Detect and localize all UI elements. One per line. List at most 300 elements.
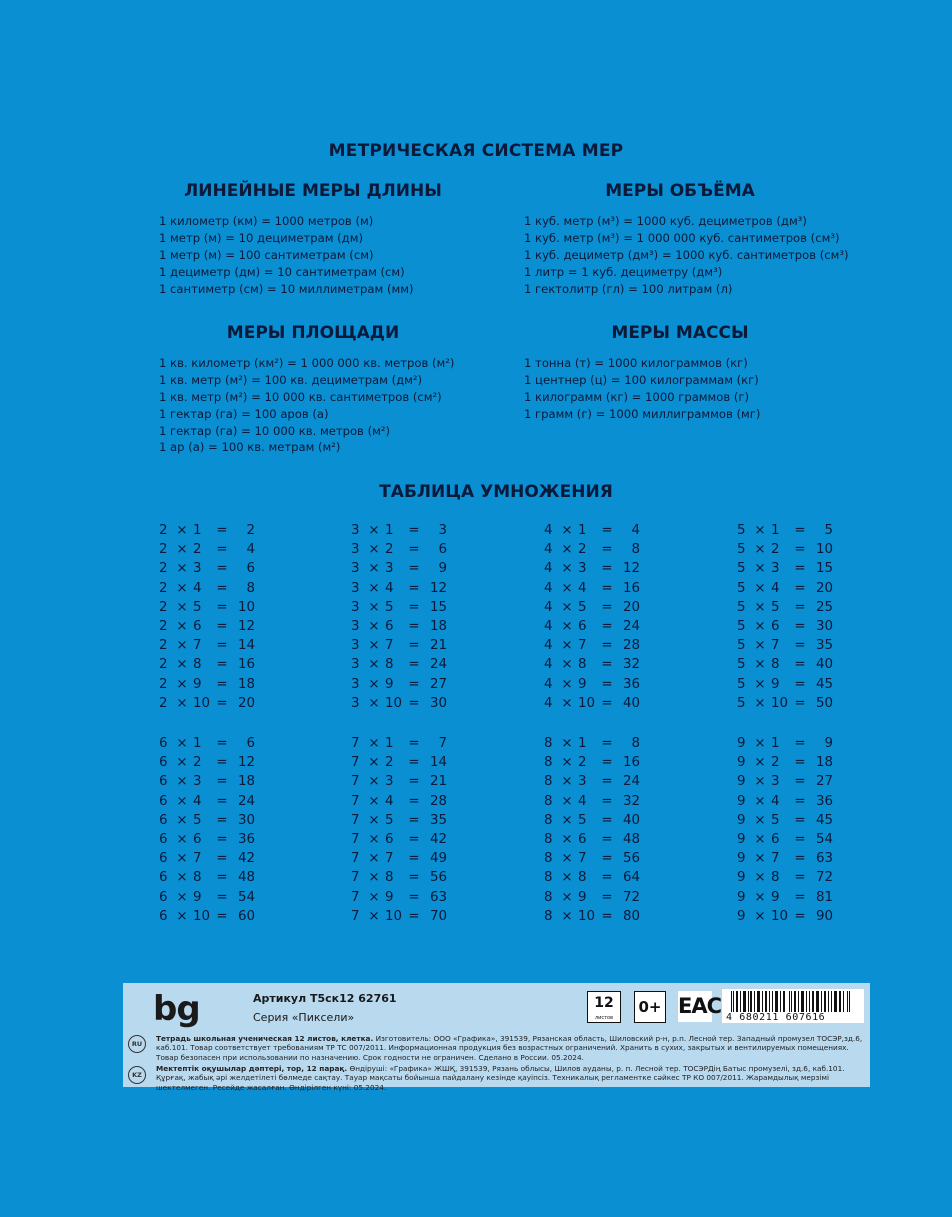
product: 16 xyxy=(237,657,255,673)
multiplicand: 5 xyxy=(737,638,746,654)
product: 35 xyxy=(815,638,833,654)
equals-sign: = xyxy=(216,755,228,771)
multiplicand: 3 xyxy=(351,561,360,577)
multiplier: 4 xyxy=(385,580,394,596)
multiplicand: 9 xyxy=(737,870,746,886)
product: 40 xyxy=(622,695,640,711)
equals-sign: = xyxy=(794,851,806,867)
multiplier: 3 xyxy=(385,774,394,790)
times-sign: × xyxy=(368,908,380,924)
multiplicand: 7 xyxy=(351,793,360,809)
times-sign: × xyxy=(176,755,188,771)
equals-sign: = xyxy=(408,676,420,692)
product: 6 xyxy=(438,542,447,558)
kz-info-body: Өндіруші: «Графика» ЖШҚ, 391539, Рязань облысы, Шилов ауданы, р. п. Лесной тер. ТОСЭРДің Батыс промузелі, зд.6, каб.101. Құрғақ, жабық әрі желдетілеті бөлмеде сақтау. Тауар мақсаты бойынша пайдалану кезінде қауіпсіз. Техникалық регламентке сәйкес ТР КО 007/2011. Жарамдылық мерзімі шектелмеген. Ресейде жасалған. Өндірілген күні: 05.2024. xyxy=(156,1064,845,1092)
equals-sign: = xyxy=(216,774,228,790)
product: 10 xyxy=(237,599,255,615)
product: 8 xyxy=(631,736,640,751)
multiplier: 6 xyxy=(578,831,587,847)
multiplier: 3 xyxy=(578,561,587,577)
product: 4 xyxy=(631,523,640,538)
equals-sign: = xyxy=(216,870,228,886)
times-sign: × xyxy=(561,618,573,634)
times-sign: × xyxy=(368,736,380,751)
footer-panel xyxy=(123,983,870,1092)
product: 24 xyxy=(429,657,447,673)
equals-sign: = xyxy=(794,812,806,828)
product: 15 xyxy=(429,599,447,615)
multiplier: 8 xyxy=(193,870,202,886)
multiplier: 5 xyxy=(771,599,780,615)
multiplier: 6 xyxy=(193,831,202,847)
multiplicand: 9 xyxy=(737,736,746,751)
multiplicand: 4 xyxy=(544,638,553,654)
equals-sign: = xyxy=(408,618,420,634)
times-sign: × xyxy=(561,851,573,867)
multiplier: 2 xyxy=(385,755,394,771)
product: 18 xyxy=(237,774,255,790)
length-heading: ЛИНЕЙНЫЕ МЕРЫ ДЛИНЫ xyxy=(184,181,442,201)
product: 16 xyxy=(622,580,640,596)
equals-sign: = xyxy=(216,657,228,673)
multiplicand: 3 xyxy=(351,523,360,538)
times-sign: × xyxy=(368,831,380,847)
product: 2 xyxy=(246,523,255,538)
ru-info-title: Тетрадь школьная ученическая 12 листов, клетка. xyxy=(156,1034,374,1043)
equals-sign: = xyxy=(408,870,420,886)
equals-sign: = xyxy=(794,831,806,847)
equals-sign: = xyxy=(408,638,420,654)
multiplicand: 2 xyxy=(159,561,168,577)
equals-sign: = xyxy=(601,851,613,867)
multiplier: 8 xyxy=(578,657,587,673)
multiplicand: 5 xyxy=(737,580,746,596)
volume-line: 1 гектолитр (гл) = 100 литрам (л) xyxy=(524,281,733,296)
multiplier: 1 xyxy=(578,736,587,751)
multiplier: 3 xyxy=(193,774,202,790)
multiplicand: 6 xyxy=(159,812,168,828)
area-line: 1 гектар (га) = 100 аров (а) xyxy=(159,406,329,421)
equals-sign: = xyxy=(794,736,806,751)
times-sign: × xyxy=(754,755,766,771)
multiplicand: 4 xyxy=(544,580,553,596)
multiplier: 5 xyxy=(193,812,202,828)
multiplier: 4 xyxy=(771,793,780,809)
times-sign: × xyxy=(561,695,573,711)
multiplier: 3 xyxy=(385,561,394,577)
length-line: 1 метр (м) = 10 дециметрам (дм) xyxy=(159,230,363,245)
equals-sign: = xyxy=(216,812,228,828)
times-sign: × xyxy=(368,812,380,828)
eac-mark-icon: EAC xyxy=(678,991,712,1022)
times-sign: × xyxy=(561,542,573,558)
multiplicand: 2 xyxy=(159,599,168,615)
multiplicand: 3 xyxy=(351,676,360,692)
equals-sign: = xyxy=(216,793,228,809)
product: 48 xyxy=(237,870,255,886)
product: 42 xyxy=(237,851,255,867)
times-sign: × xyxy=(176,657,188,673)
equals-sign: = xyxy=(601,889,613,905)
equals-sign: = xyxy=(216,542,228,558)
mass-line: 1 тонна (т) = 1000 килограммов (кг) xyxy=(524,356,748,370)
times-sign: × xyxy=(368,774,380,790)
equals-sign: = xyxy=(216,851,228,867)
multiplier: 6 xyxy=(385,618,394,634)
times-sign: × xyxy=(368,851,380,867)
equals-sign: = xyxy=(216,523,228,538)
multiplicand: 7 xyxy=(351,736,360,751)
series-name: Серия «Пиксели» xyxy=(253,1011,355,1024)
times-sign: × xyxy=(176,618,188,634)
kz-info-title: Мектептік оқушылар дәптері, тор, 12 парақ. xyxy=(156,1064,348,1073)
times-sign: × xyxy=(754,774,766,790)
multiplier: 10 xyxy=(193,908,211,924)
multiplier: 3 xyxy=(578,774,587,790)
area-heading: МЕРЫ ПЛОЩАДИ xyxy=(226,323,400,343)
multiplier: 5 xyxy=(385,599,394,615)
times-sign: × xyxy=(754,695,766,711)
multiplicand: 5 xyxy=(737,676,746,692)
volume-list xyxy=(524,213,849,297)
multiplicand: 5 xyxy=(737,523,746,538)
multiplicand: 2 xyxy=(159,657,168,673)
multiplier: 2 xyxy=(771,755,780,771)
equals-sign: = xyxy=(601,736,613,751)
multiplier: 10 xyxy=(578,695,596,711)
mass-list xyxy=(524,355,760,423)
multiplier: 2 xyxy=(578,542,587,558)
multiplier: 7 xyxy=(385,638,394,654)
equals-sign: = xyxy=(601,542,613,558)
equals-sign: = xyxy=(601,580,613,596)
product: 18 xyxy=(429,618,447,634)
multiplicand: 4 xyxy=(544,618,553,634)
times-sign: × xyxy=(754,812,766,828)
multiplicand: 6 xyxy=(159,774,168,790)
multiplier: 10 xyxy=(771,695,789,711)
equals-sign: = xyxy=(408,695,420,711)
times-sign: × xyxy=(561,755,573,771)
times-sign: × xyxy=(561,889,573,905)
product: 9 xyxy=(824,736,833,751)
sheets-label: листов xyxy=(594,1015,614,1021)
multiplier: 6 xyxy=(771,618,780,634)
multiplier: 2 xyxy=(193,542,202,558)
equals-sign: = xyxy=(216,638,228,654)
product: 7 xyxy=(438,736,447,751)
multiplier: 4 xyxy=(385,793,394,809)
times-sign: × xyxy=(754,657,766,673)
times-sign: × xyxy=(561,523,573,538)
multiplicand: 7 xyxy=(351,831,360,847)
multiplier: 4 xyxy=(578,793,587,809)
equals-sign: = xyxy=(794,618,806,634)
multiplicand: 6 xyxy=(159,870,168,886)
multiplicand: 6 xyxy=(159,908,168,924)
area-line: 1 кв. километр (км²) = 1 000 000 кв. метров (м²) xyxy=(159,356,455,370)
multiplicand: 4 xyxy=(544,676,553,692)
equals-sign: = xyxy=(601,908,613,924)
multiplicand: 4 xyxy=(544,657,553,673)
multiplicand: 8 xyxy=(544,831,553,847)
multiplicand: 8 xyxy=(544,870,553,886)
product: 18 xyxy=(237,676,255,692)
multiplier: 1 xyxy=(193,736,202,751)
multiplier: 9 xyxy=(385,889,394,905)
product: 36 xyxy=(622,676,640,692)
equals-sign: = xyxy=(216,831,228,847)
multiplicand: 7 xyxy=(351,870,360,886)
equals-sign: = xyxy=(408,812,420,828)
equals-sign: = xyxy=(794,908,806,924)
multiplicand: 9 xyxy=(737,774,746,790)
product: 3 xyxy=(438,523,447,538)
times-sign: × xyxy=(754,638,766,654)
mass-line: 1 килограмм (кг) = 1000 граммов (г) xyxy=(524,389,750,404)
page-title: МЕТРИЧЕСКАЯ СИСТЕМА МЕР xyxy=(328,141,624,161)
times-sign: × xyxy=(561,580,573,596)
kz-language-badge: KZ xyxy=(128,1066,146,1084)
times-sign: × xyxy=(561,657,573,673)
multiplier: 2 xyxy=(771,542,780,558)
times-sign: × xyxy=(561,676,573,692)
times-sign: × xyxy=(176,736,188,751)
equals-sign: = xyxy=(601,676,613,692)
equals-sign: = xyxy=(794,561,806,577)
equals-sign: = xyxy=(408,774,420,790)
equals-sign: = xyxy=(408,580,420,596)
times-sign: × xyxy=(561,831,573,847)
times-sign: × xyxy=(176,542,188,558)
times-sign: × xyxy=(176,599,188,615)
multiplicand: 3 xyxy=(351,580,360,596)
length-line: 1 метр (м) = 100 сантиметрам (см) xyxy=(159,247,374,262)
length-line: 1 километр (км) = 1000 метров (м) xyxy=(159,214,374,228)
multiplicand: 2 xyxy=(159,580,168,596)
multiplicand: 6 xyxy=(159,755,168,771)
product: 42 xyxy=(429,831,447,847)
ru-info-body: Изготовитель: ООО «Графика», 391539, Рязанская область, Шиловский р-н, р.п. Лесной тер. Западный промузел ТОСЭР,зд.6, каб.101. Товар соответствует требованиям ТР ТС 007/2011. Информационная продукция без возрастных ограничений. Хранить в сухих, закрытых и вентилируемых помещениях. Товар безопасен при использовании по назначению. Срок годности не ограничен. Сделано в России. 05.2024. xyxy=(156,1034,863,1062)
equals-sign: = xyxy=(408,831,420,847)
multiplier: 9 xyxy=(771,889,780,905)
multiplier: 9 xyxy=(193,676,202,692)
length-line: 1 дециметр (дм) = 10 сантиметрам (см) xyxy=(159,264,405,279)
multiplier: 5 xyxy=(578,812,587,828)
product: 40 xyxy=(622,812,640,828)
multiplicand: 5 xyxy=(737,542,746,558)
multiplicand: 2 xyxy=(159,618,168,634)
area-line: 1 гектар (га) = 10 000 кв. метров (м²) xyxy=(159,423,391,438)
times-sign: × xyxy=(368,599,380,615)
multiplicand: 9 xyxy=(737,908,746,924)
equals-sign: = xyxy=(408,523,420,538)
equals-sign: = xyxy=(408,657,420,673)
product: 72 xyxy=(622,889,640,905)
multiplier: 4 xyxy=(193,793,202,809)
multiplier: 7 xyxy=(578,638,587,654)
multiplicand: 7 xyxy=(351,889,360,905)
product: 20 xyxy=(622,599,640,615)
multiplier: 9 xyxy=(578,889,587,905)
multiplicand: 7 xyxy=(351,755,360,771)
times-sign: × xyxy=(368,755,380,771)
product: 21 xyxy=(429,638,447,654)
multiplicand: 8 xyxy=(544,755,553,771)
product: 4 xyxy=(246,542,255,558)
equals-sign: = xyxy=(216,618,228,634)
mass-line: 1 грамм (г) = 1000 миллиграммов (мг) xyxy=(524,406,761,421)
product: 32 xyxy=(622,793,640,809)
product: 45 xyxy=(815,676,833,692)
product: 20 xyxy=(237,695,255,711)
multiplicand: 2 xyxy=(159,638,168,654)
equals-sign: = xyxy=(794,870,806,886)
multiplier: 9 xyxy=(578,676,587,692)
product: 27 xyxy=(429,676,447,692)
multiplier: 3 xyxy=(771,774,780,790)
product: 28 xyxy=(429,793,447,809)
product: 56 xyxy=(429,870,447,886)
product: 5 xyxy=(824,523,833,538)
times-sign: × xyxy=(368,580,380,596)
equals-sign: = xyxy=(408,908,420,924)
product: 54 xyxy=(815,831,833,847)
times-sign: × xyxy=(754,580,766,596)
multiplier: 1 xyxy=(578,523,587,538)
product: 8 xyxy=(631,542,640,558)
volume-line: 1 куб. метр (м³) = 1 000 000 куб. сантиметров (см³) xyxy=(524,230,840,245)
times-sign: × xyxy=(754,793,766,809)
equals-sign: = xyxy=(794,755,806,771)
multiplicand: 2 xyxy=(159,523,168,538)
multiplier: 7 xyxy=(771,638,780,654)
equals-sign: = xyxy=(408,599,420,615)
equals-sign: = xyxy=(408,755,420,771)
times-sign: × xyxy=(754,889,766,905)
multiplier: 1 xyxy=(193,523,202,538)
multiplier: 8 xyxy=(193,657,202,673)
equals-sign: = xyxy=(216,889,228,905)
age-badge: 0+ xyxy=(634,991,666,1023)
equals-sign: = xyxy=(794,599,806,615)
multiplier: 5 xyxy=(193,599,202,615)
equals-sign: = xyxy=(216,599,228,615)
multiplier: 10 xyxy=(385,908,403,924)
equals-sign: = xyxy=(408,793,420,809)
multiplicand: 6 xyxy=(159,793,168,809)
equals-sign: = xyxy=(408,851,420,867)
times-sign: × xyxy=(754,851,766,867)
times-sign: × xyxy=(368,618,380,634)
volume-heading: МЕРЫ ОБЪЁМА xyxy=(605,181,755,201)
equals-sign: = xyxy=(408,542,420,558)
equals-sign: = xyxy=(601,599,613,615)
multiplier: 4 xyxy=(771,580,780,596)
multiplier: 9 xyxy=(771,676,780,692)
multiplicand: 6 xyxy=(159,736,168,751)
times-sign: × xyxy=(561,599,573,615)
product: 50 xyxy=(815,695,833,711)
times-sign: × xyxy=(754,618,766,634)
product: 49 xyxy=(429,851,447,867)
equals-sign: = xyxy=(601,793,613,809)
mass-line: 1 центнер (ц) = 100 килограммам (кг) xyxy=(524,372,759,387)
multiplicand: 5 xyxy=(737,695,746,711)
product: 56 xyxy=(622,851,640,867)
times-sign: × xyxy=(176,695,188,711)
multiplicand: 3 xyxy=(351,599,360,615)
times-sign: × xyxy=(176,812,188,828)
multiplier: 10 xyxy=(193,695,211,711)
product: 12 xyxy=(429,580,447,596)
multiplicand: 3 xyxy=(351,638,360,654)
product: 63 xyxy=(429,889,447,905)
multiplier: 8 xyxy=(385,657,394,673)
equals-sign: = xyxy=(794,695,806,711)
multiplication-heading: ТАБЛИЦА УМНОЖЕНИЯ xyxy=(379,482,613,502)
product: 14 xyxy=(237,638,255,654)
times-sign: × xyxy=(561,561,573,577)
equals-sign: = xyxy=(601,523,613,538)
times-sign: × xyxy=(368,638,380,654)
multiplicand: 7 xyxy=(351,812,360,828)
product: 54 xyxy=(237,889,255,905)
multiplicand: 9 xyxy=(737,812,746,828)
equals-sign: = xyxy=(601,774,613,790)
times-sign: × xyxy=(561,870,573,886)
multiplier: 1 xyxy=(385,736,394,751)
multiplicand: 3 xyxy=(351,695,360,711)
equals-sign: = xyxy=(601,755,613,771)
barcode-number: 4 680211 607616 xyxy=(722,1012,864,1023)
multiplier: 7 xyxy=(193,638,202,654)
multiplicand: 2 xyxy=(159,695,168,711)
times-sign: × xyxy=(176,851,188,867)
product: 64 xyxy=(622,870,640,886)
multiplier: 6 xyxy=(578,618,587,634)
multiplicand: 9 xyxy=(737,755,746,771)
equals-sign: = xyxy=(601,657,613,673)
equals-sign: = xyxy=(794,774,806,790)
multiplicand: 8 xyxy=(544,736,553,751)
equals-sign: = xyxy=(794,542,806,558)
times-sign: × xyxy=(176,561,188,577)
times-sign: × xyxy=(176,638,188,654)
sheets-badge xyxy=(587,991,621,1023)
multiplier: 10 xyxy=(578,908,596,924)
equals-sign: = xyxy=(601,870,613,886)
equals-sign: = xyxy=(794,638,806,654)
area-line: 1 кв. метр (м²) = 100 кв. дециметрам (дм²) xyxy=(159,372,423,387)
product: 12 xyxy=(237,755,255,771)
product: 25 xyxy=(815,599,833,615)
equals-sign: = xyxy=(794,523,806,538)
volume-line: 1 куб. метр (м³) = 1000 куб. дециметров (дм³) xyxy=(524,214,807,228)
product: 20 xyxy=(815,580,833,596)
product: 36 xyxy=(237,831,255,847)
multiplier: 8 xyxy=(771,870,780,886)
product: 24 xyxy=(622,618,640,634)
multiplicand: 2 xyxy=(159,676,168,692)
times-sign: × xyxy=(561,736,573,751)
times-sign: × xyxy=(368,523,380,538)
product: 28 xyxy=(622,638,640,654)
multiplier: 4 xyxy=(578,580,587,596)
multiplicand: 8 xyxy=(544,851,553,867)
multiplier: 2 xyxy=(385,542,394,558)
product: 15 xyxy=(815,561,833,577)
